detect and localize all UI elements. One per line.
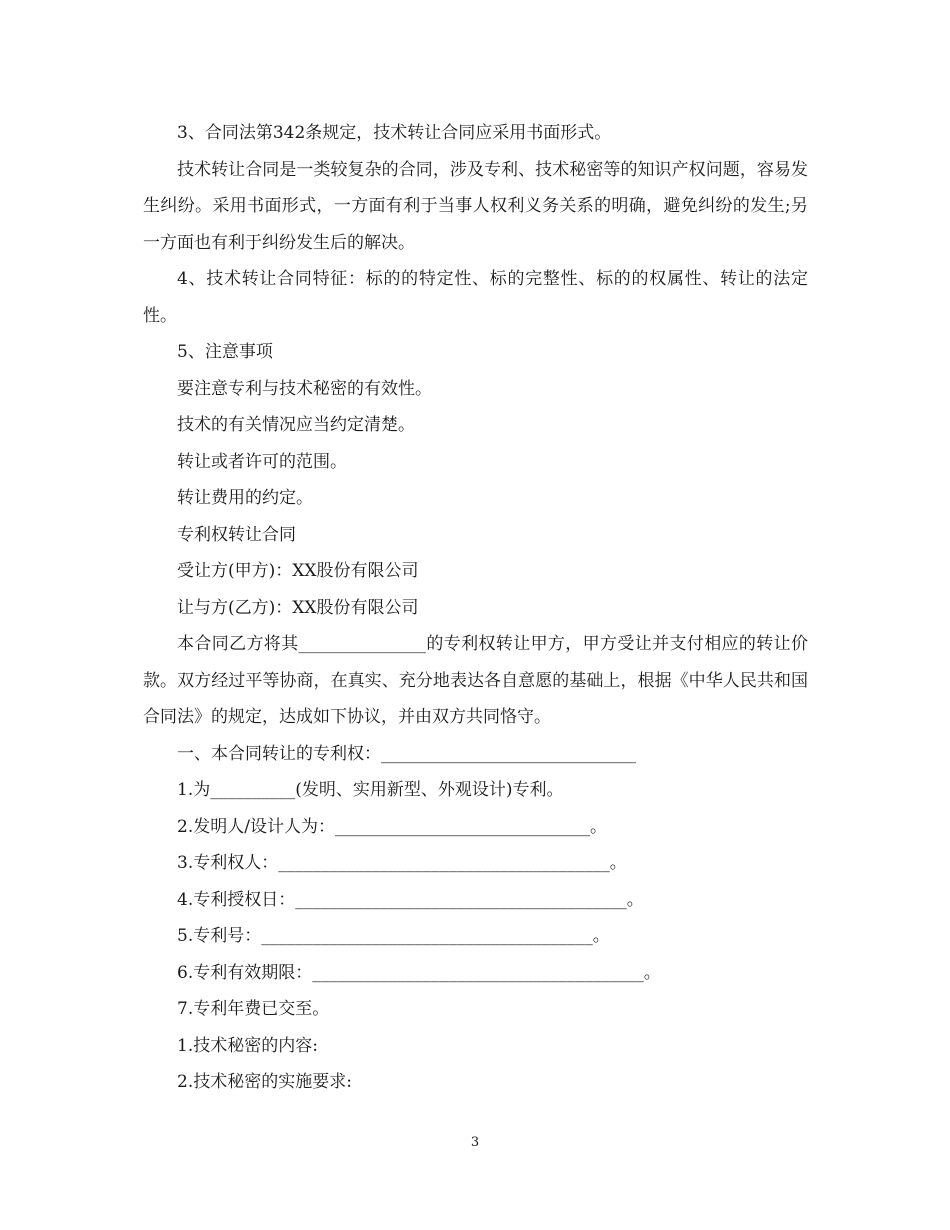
document-body xyxy=(143,115,808,1101)
item-validity-period: 6.专利有效期限：_______________________________________。 xyxy=(177,962,661,983)
note-validity: 要注意专利与技术秘密的有效性。 xyxy=(177,378,432,399)
paragraph-contract-law-342: 3、合同法第342条规定，技术转让合同应采用书面形式。 xyxy=(177,123,612,143)
item-inventor: 2.发明人/设计人为：______________________________。 xyxy=(177,816,607,837)
item-patent-type: 1.为__________(发明、实用新型、外观设计)专利。 xyxy=(177,780,564,800)
item-annual-fee: 7.专利年费已交至。 xyxy=(177,999,330,1019)
contract-title: 专利权转让合同 xyxy=(177,524,296,545)
note-technical-details: 技术的有关情况应当约定清楚。 xyxy=(177,415,415,435)
item-secret-content: 1.技术秘密的内容: xyxy=(177,1035,318,1056)
clause-patent-transferred: 一、本合同转让的专利权：______________________________ xyxy=(177,743,636,764)
page-number: 3 xyxy=(470,1135,480,1150)
contract-preamble: 本合同乙方将其_______________的专利权转让甲方，甲方受让并支付相应的转让价款。双方经过平等协商，在真实、充分地表达各自意愿的基础上，根据《中华人民共和国合同法》的规定，达成如下协议，并由双方共同恪守。 xyxy=(143,634,808,727)
paragraph-written-form-reason: 技术转让合同是一类较复杂的合同，涉及专利、技术秘密等的知识产权问题，容易发生纠纷。采用书面形式，一方面有利于当事人权利义务关系的明确，避免纠纷的发生;另一方面也有利于纠纷发生后的解决。 xyxy=(143,159,808,253)
note-scope: 转让或者许可的范围。 xyxy=(177,451,347,472)
section-heading-notes: 5、注意事项 xyxy=(177,342,273,362)
item-secret-requirements: 2.技术秘密的实施要求: xyxy=(177,1072,352,1092)
note-fees: 转让费用的约定。 xyxy=(177,488,313,508)
paragraph-contract-features: 4、技术转让合同特征：标的的特定性、标的完整性、标的的权属性、转让的法定性。 xyxy=(143,269,808,326)
party-a: 受让方(甲方)：XX股份有限公司 xyxy=(177,561,419,581)
item-grant-date: 4.专利授权日：_______________________________________。 xyxy=(177,889,644,910)
party-b: 让与方(乙方)：XX股份有限公司 xyxy=(177,597,419,618)
item-patentee: 3.专利权人：_______________________________________。 xyxy=(177,853,627,873)
item-patent-number: 5.专利号：_______________________________________。 xyxy=(177,926,610,946)
